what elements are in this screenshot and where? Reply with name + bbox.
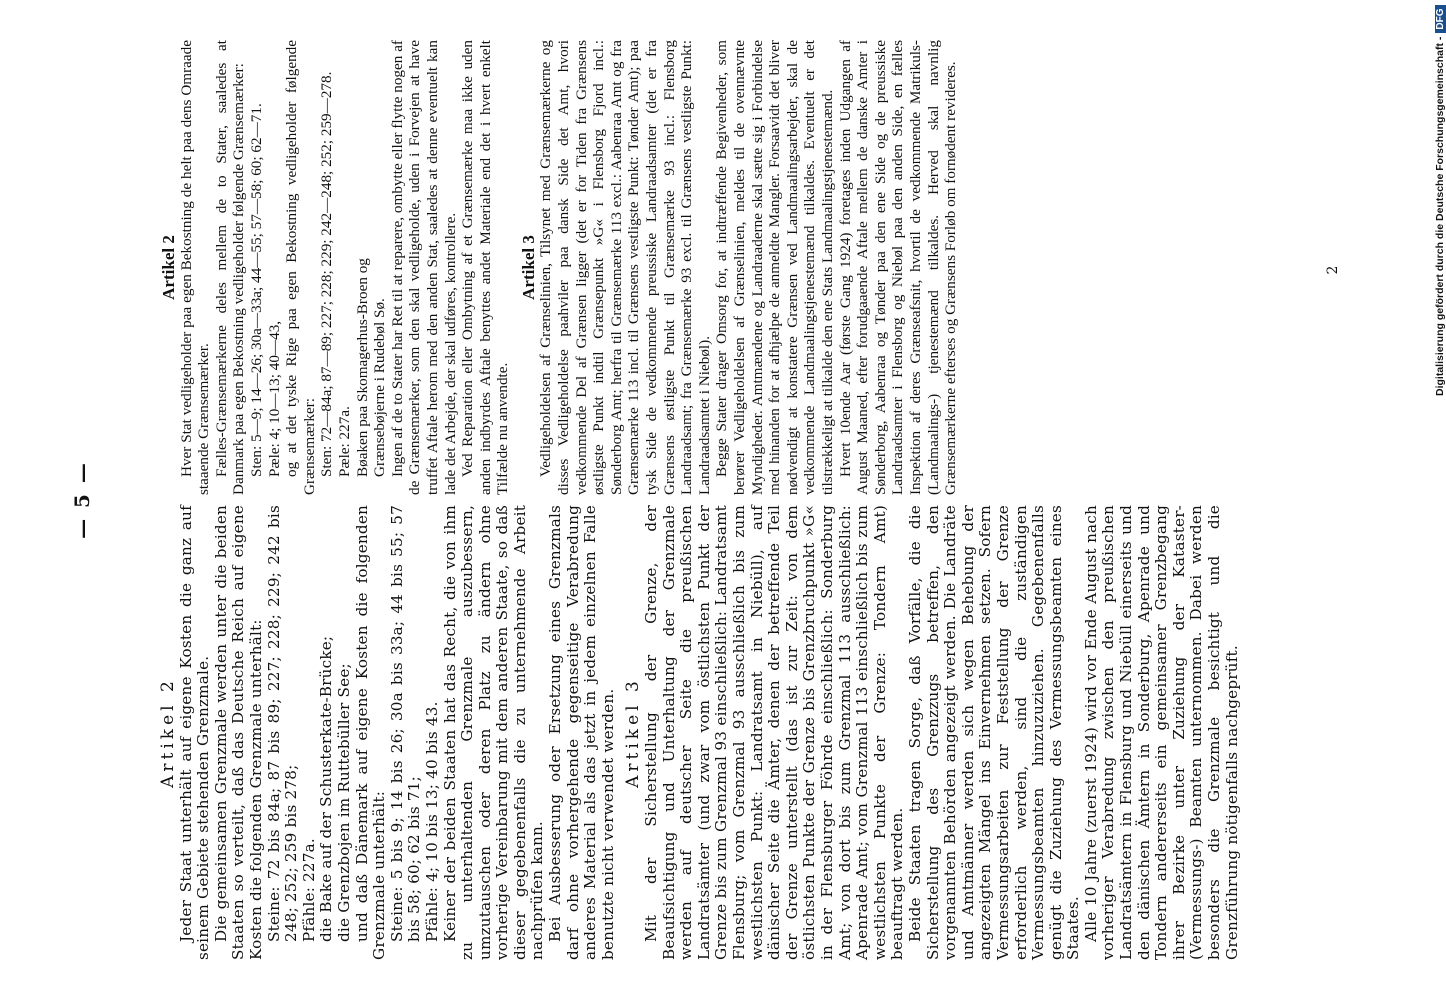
danish-art2-bojer: Grænsebøjerne i Rudebøl Sø. bbox=[371, 298, 389, 477]
dfg-logo: DFG bbox=[1435, 6, 1446, 33]
german-art2-steine: Steine: 72 bis 84a; 87 bis 89; 227; 228; 229; 242 bis 248; 252; 259 bis 278; bbox=[264, 505, 301, 942]
danish-article-2-heading: Artikel 2 bbox=[159, 235, 178, 300]
danish-art3-para-1: Vedligeholdelsen af Grænselinien, Tilsynet med Grænsemærkerne og disses Vedligeholdelse paahviler paa dansk Side det Amt, hvori vedkommende Del af Grænsen ligger (det er for Tiden fra Grænsens østligste Punkt indtil Grænsepunkt »G« i Flensborg Fjord incl.: Sønderborg Amt; herfra til Grænsemærke 113 excl.: Aabenraa Amt og fra Grænsemærke 113 incl. til Grænsens vestligste Punkt: Tønder Amt); paa tysk Side de vedkommende preussiske Landraadsamter (det er fra Grænsens østligste Punkt til Grænsemærke 93 incl.: Flensborg Landraadsamt; fra Grænsemærke 93 excl. til Grænsens vestligste Punkt: Landraadsamtet i Niebøl). bbox=[537, 40, 713, 495]
danish-art2-pele-2: Pæle: 227a. bbox=[335, 406, 353, 477]
german-art2-pfaehle: Pfähle: 227a. bbox=[299, 838, 318, 942]
german-art2-para-4: Keiner der beiden Staaten hat das Recht, die von ihm zu unterhaltenden Grenzmale auszubessern, umzutauschen oder deren Platz zu ändern ohne vorherige Vereinbarung mit dem anderen Staate, so daß dieser gegebenenfalls die zu unternehmende Arbeit nachprüfen kann. bbox=[440, 505, 547, 960]
german-art2-bake: die Bake auf der Schusterkate-Brücke; bbox=[317, 635, 336, 942]
german-art2-steine-2: Steine: 5 bis 9; 14 bis 26; 30a bis 33a; 44 bis 55; 57 bis 58; 60; 62 bis 71; bbox=[387, 505, 424, 942]
german-art2-para-5: Bei Ausbesserung oder Ersetzung eines Grenzmals darf ohne vorhergehende gegenseitige Verabredung anderes Material als das jetzt in jedem einzelnen Falle benutzte nicht verwendet werden. bbox=[546, 505, 617, 960]
german-article-3-heading: Artikel 3 bbox=[623, 677, 644, 788]
danish-art2-sten: Sten: 5—9; 14—26; 30a—33a; 44—55; 57—58; 60; 62—71. bbox=[247, 103, 265, 477]
danish-art3-para-2: Begge Stater drager Omsorg for, at indtræffende Begivenheder, som berører Vedligeholdelsen af Grænselinien, meldes til de ovennævnte Myndigheder. Amtmændene og Landraaderne skal sætte sig i Forbindelse med hinanden for at afhjælpe de anmeldte Mangler. Forsaavidt det bliver nødvendigt at konstatere Grænsen ved Landmaalingsarbejder, skal de vedkommende Landmaalingstjenestemænd tilkaldes. Eventuelt er det tilstrækkeligt at tilkalde den ene Stats Landmaalingstjenestemænd. bbox=[713, 40, 836, 495]
danish-art3-para-3: Hvert 10ende Aar (første Gang 1924) foretages inden Udgangen af August Maaned, efter forudgaaende Aftale mellem de danske Amter i Sønderborg, Aabenraa og Tønder paa den ene Side og de preussiske Landraadsamter i Flensborg og Niebøl paa den anden Side, en fælles Inspektion af deres Grænseafsnit, hvortil de vedkommende Matrikuls- (Landmaalings-) tjenestemænd tilkaldes. Herved skal navnlig Grænsemærkerne efterses og Grænsens Forløb om fornødent revideres. bbox=[836, 40, 960, 495]
danish-art2-sten-2: Sten: 72—84a; 87—89; 227; 228; 229; 242—248; 252; 259—278. bbox=[318, 71, 336, 477]
danish-art2-para-1: Hver Stat vedligeholder paa egen Bekostning de helt paa dens Omraade staaende Grænsemærker. bbox=[177, 40, 213, 495]
digitization-credit-text: Digitalisierung gefördert durch die Deutsche Forschungsgemeinschaft - bbox=[1434, 36, 1446, 396]
danish-art2-para-3: og at det tyske Rige paa egen Bekostning vedligeholder følgende Grænsemærker: bbox=[283, 40, 318, 495]
danish-article-3-heading: Artikel 3 bbox=[518, 235, 538, 300]
danish-art2-para-2: Fælles-Grænsemærkerne deles mellem de to Stater, saaledes at Danmark paa egen Bekostning vedligeholder følgende Grænsemærker: bbox=[212, 40, 248, 495]
german-art2-pfaehle-2: Pfähle: 4; 10 bis 13; 40 bis 43. bbox=[422, 701, 441, 942]
german-art2-para-2: Die gemeinsamen Grenzmale werden unter die beiden Staaten so verteilt, daß das Deutsche Reich auf eigene Kosten die folgenden Grenzmale unterhält: bbox=[211, 505, 265, 960]
page-header: — 5 — bbox=[70, 461, 94, 539]
page-footer-number: 2 bbox=[1325, 265, 1341, 275]
danish-art2-bak: Bøaken paa Skomagerhus-Broen og bbox=[353, 258, 371, 477]
german-column bbox=[160, 505, 1241, 960]
german-art2-bojen: die Grenzbojen im Ruttebüller See; bbox=[334, 663, 353, 942]
german-art3-para-2: Beide Staaten tragen Sorge, daß Vorfälle, die die Sicherstellung des Grenzzugs betreffen, den vorgenannten Behörden angezeigt werden. Die Landräte und Amtmänner werden sich wegen Behebung der angezeigten Mängel ins Einvernehmen setzen. Sofern Vermessungsarbeiten zur Feststellung der Grenze erforderlich werden, sind die zuständigen Vermessungsbeamten hinzuzuziehen. Gegebenenfalls genügt die Zuziehung des Vermessungsbeamten eines Staates. bbox=[905, 505, 1083, 960]
danish-art2-pele: Pæle: 4; 10—13; 40—43, bbox=[265, 320, 283, 477]
german-art3-para-1: Mit der Sicherstellung der Grenze, der Beaufsichtigung und Unterhaltung der Grenzmale werden auf deutscher Seite die preußischen Landratsämter (und zwar vom östlichsten Punkt der Grenze bis zum Grenzmal 93 einschließlich: Landratsamt Flensburg; vom Grenzmal 93 ausschließlich bis zum westlichsten Punkt: Landratsamt in Niebüll), auf dänischer Seite die Ämter, denen der betreffende Teil der Grenze unterstellt (das ist zur Zeit: von dem östlichsten Punkte der Grenze bis Grenzbruchpunkt »G« in der Flensburger Föhrde einschließlich: Sonderburg Amt; von dort bis zum Grenzmal 113 ausschließlich: Apenrade Amt; vom Grenzmal 113 einschließlich bis zum westlichsten Punkte der Grenze: Tondern Amt) beauftragt werden. bbox=[642, 505, 907, 960]
danish-art2-para-5: Ved Reparation eller Ombytning af et Grænsemærke maa ikke uden anden indbyrdes Aftale benyttes andet Materiale end det i hvert enkelt Tilfælde nu anvendte. bbox=[459, 40, 512, 495]
german-art3-para-3: Alle 10 Jahre (zuerst 1924) wird vor Ende August nach vorheriger Verabredung zwischen den preußischen Landratsämtern in Flensburg und Niebüll einerseits und den dänischen Ämtern in Sonderburg, Apenrade und Tondern andererseits ein gemeinsamer Grenzbegang ihrer Bezirke unter Zuziehung der Kataster- (Vermessungs-) Beamten unternommen. Dabei werden besonders die Grenzmale besichtigt und die Grenzführung nötigenfalls nachgeprüft. bbox=[1081, 505, 1241, 960]
german-art2-para-1: Jeder Staat unterhält auf eigene Kosten die ganz auf seinem Gebiete stehenden Grenzmale. bbox=[176, 505, 213, 960]
german-art2-para-3: und daß Dänemark auf eigene Kosten die folgenden Grenzmale unterhält: bbox=[352, 505, 389, 960]
digitization-credit bbox=[1412, 0, 1446, 1000]
german-article-2-heading: Artikel 2 bbox=[158, 677, 178, 788]
danish-column bbox=[160, 40, 960, 495]
danish-art2-para-4: Ingen af de to Stater har Ret til at reparere, ombytte eller flytte nogen af de Grænsemærker, som den skal vedligeholde, uden i Forvejen at have truffet Aftale herom med den anden Stat, saaledes at denne eventuelt kan lade det Arbejde, der skal udføres, kontrollere. bbox=[388, 40, 459, 495]
